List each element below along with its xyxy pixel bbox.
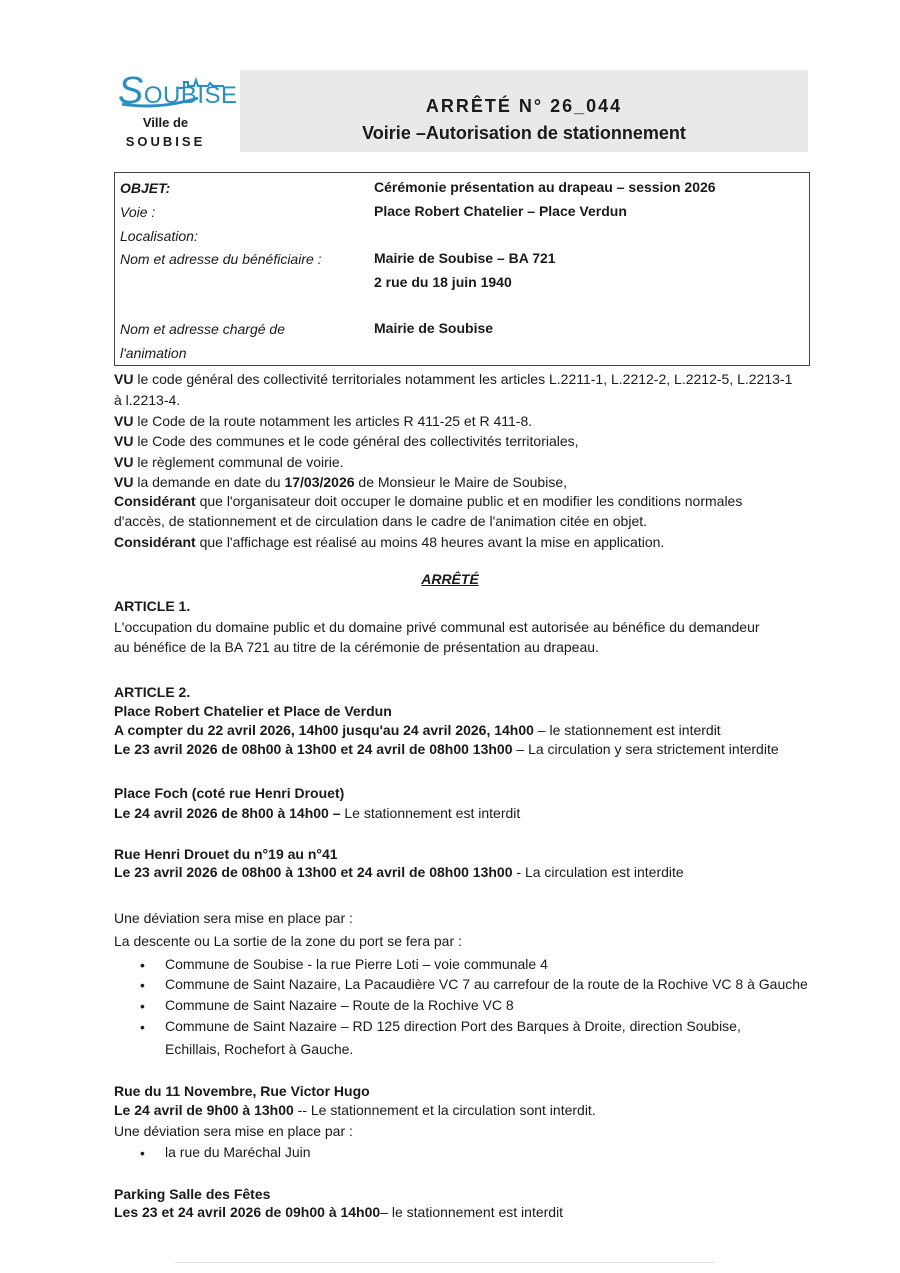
rue-11-novembre-bullet: la rue du Maréchal Juin [165, 1144, 311, 1160]
arrete-section-title: ARRÊTÉ [421, 571, 479, 587]
value-voie: Place Robert Chatelier – Place Verdun [374, 203, 627, 219]
bullet-icon: • [140, 1145, 145, 1161]
deviation-bullet-3: Commune de Saint Nazaire – Route de la Rochive VC 8 [165, 997, 514, 1013]
considerant-line-2: d'accès, de stationnement et de circulation dans le cadre de l'animation citée en objet. [114, 513, 648, 529]
article1-line-2: au bénéfice de la BA 721 au titre de la cérémonie de présentation au drapeau. [114, 639, 599, 655]
deviation-bullet-4: Commune de Saint Nazaire – RD 125 direction Port des Barques à Droite, direction Soubise, [165, 1018, 741, 1034]
place-foch-title: Place Foch (coté rue Henri Drouet) [114, 785, 345, 801]
place-chatelier-line-1: A compter du 22 avril 2026, 14h00 jusqu'au 24 avril 2026, 14h00 – le stationnement est interdit [114, 722, 721, 738]
arrete-number: ARRÊTÉ N° 26_044 [425, 96, 623, 116]
bullet-icon: • [140, 998, 145, 1014]
considerant-line-1: Considérant que l'organisateur doit occuper le domaine public et en modifier les conditions normales [114, 493, 743, 509]
bullet-icon: • [140, 977, 145, 993]
city-name-line2: SOUBISE [125, 134, 206, 149]
deviation-line-2: La descente ou La sortie de la zone du port se fera par : [114, 933, 462, 949]
place-chatelier-line-2: Le 23 avril 2026 de 08h00 à 13h00 et 24 avril de 08h00 13h00 – La circulation y sera strictement interdite [114, 741, 779, 757]
label-objet: OBJET: [120, 180, 171, 196]
rue-drouet-line-1: Le 23 avril 2026 de 08h00 à 13h00 et 24 avril de 08h00 13h00 - La circulation est interdite [114, 864, 684, 880]
deviation-bullet-1: Commune de Soubise - la rue Pierre Loti – voie communale 4 [165, 956, 548, 972]
label-beneficiaire: Nom et adresse du bénéficiaire : [120, 251, 322, 267]
vu-line-4: VU le Code des communes et le code général des collectivités territoriales, [114, 433, 579, 449]
label-localisation: Localisation: [120, 228, 198, 244]
soubise-logo: SOUBISE [118, 70, 238, 112]
place-foch-line-1: Le 24 avril 2026 de 8h00 à 14h00 – Le stationnement est interdit [114, 805, 521, 821]
city-name-line1: Ville de [142, 115, 189, 130]
label-voie: Voie : [120, 204, 156, 220]
parking-line-1: Les 23 et 24 avril 2026 de 09h00 à 14h00– le stationnement est interdit [114, 1204, 564, 1220]
arrete-subtitle: Voirie –Autorisation de stationnement [362, 123, 686, 143]
rue-11-novembre-title: Rue du 11 Novembre, Rue Victor Hugo [114, 1083, 370, 1099]
deviation-bullet-4-cont: Echillais, Rochefort à Gauche. [165, 1041, 354, 1057]
article1-line-1: L'occupation du domaine public et du domaine privé communal est autorisée au bénéfice du demandeur [114, 619, 760, 635]
deviation-bullet-2: Commune de Saint Nazaire, La Pacaudière VC 7 au carrefour de la route de la Rochive VC 8 à Gauche [165, 976, 808, 992]
footer-divider [175, 1262, 715, 1263]
label-animation-1: Nom et adresse chargé de [120, 321, 285, 337]
logo-skyline-icon [118, 70, 228, 110]
rue-drouet-title: Rue Henri Drouet du n°19 au n°41 [114, 846, 338, 862]
vu-line-5: VU le règlement communal de voirie. [114, 454, 344, 470]
value-beneficiaire-2: 2 rue du 18 juin 1940 [374, 274, 512, 290]
value-beneficiaire-1: Mairie de Soubise – BA 721 [374, 250, 556, 266]
bullet-icon: • [140, 1019, 145, 1035]
bullet-icon: • [140, 957, 145, 973]
rue-11-novembre-line-1: Le 24 avril de 9h00 à 13h00 -- Le stationnement et la circulation sont interdit. [114, 1102, 596, 1118]
considerant-line-3: Considérant que l'affichage est réalisé au moins 48 heures avant la mise en application. [114, 534, 665, 550]
vu-line-3: VU le Code de la route notamment les articles R 411-25 et R 411-8. [114, 413, 533, 429]
article2-title: ARTICLE 2. [114, 684, 191, 700]
parking-title: Parking Salle des Fêtes [114, 1186, 271, 1202]
label-animation-2: l'animation [120, 345, 187, 361]
vu-line-2: à l.2213-4. [114, 392, 181, 408]
rue-11-novembre-deviation: Une déviation sera mise en place par : [114, 1123, 353, 1139]
vu-line-1: VU le code général des collectivité territoriales notamment les articles L.2211-1, L.2212-2, L.2212-5, L.2213-1 [114, 371, 793, 387]
article1-title: ARTICLE 1. [114, 598, 191, 614]
deviation-line-1: Une déviation sera mise en place par : [114, 910, 353, 926]
place-chatelier-title: Place Robert Chatelier et Place de Verdun [114, 703, 392, 719]
vu-line-6: VU la demande en date du 17/03/2026 de Monsieur le Maire de Soubise, [114, 474, 567, 490]
value-animation: Mairie de Soubise [374, 320, 494, 336]
value-objet: Cérémonie présentation au drapeau – session 2026 [374, 179, 716, 195]
